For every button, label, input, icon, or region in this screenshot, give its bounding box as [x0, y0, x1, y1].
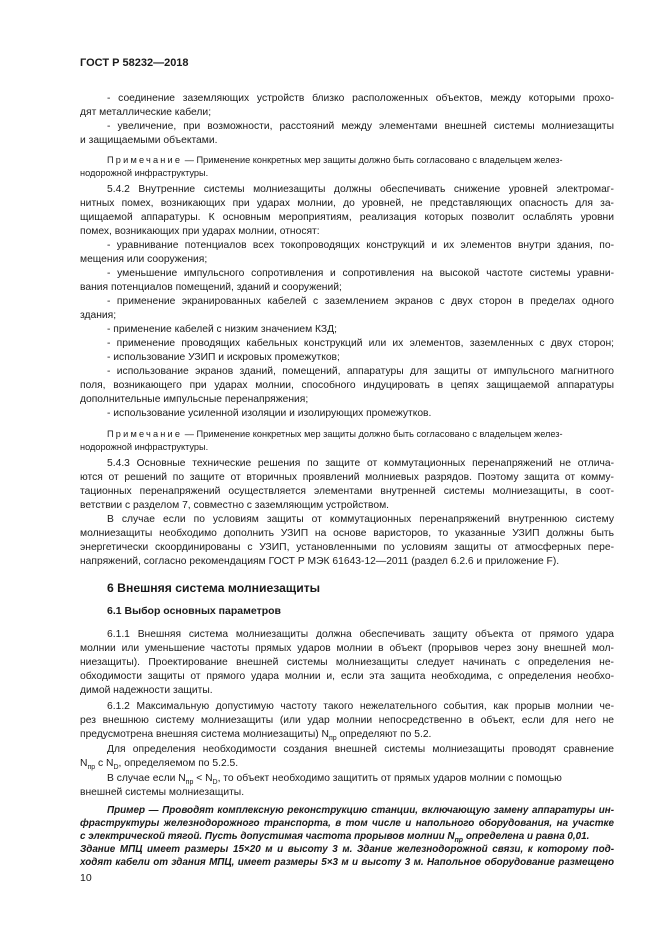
- text-line: здания;: [80, 310, 117, 321]
- text-line: предусмотрена внешняя система молниезащиты) $N_{пр}$ определяют по 5.2.: [80, 729, 432, 743]
- document-header: ГОСТ Р 58232—2018: [80, 57, 189, 69]
- text-line: димой надежности защиты.: [80, 685, 213, 696]
- note-text: нодорожной инфраструктуры.: [80, 168, 209, 178]
- note: [107, 427, 614, 441]
- text-line: - применение экранированных кабелей с заземлением экранов с двух сторон в пределах одного: [107, 296, 614, 307]
- text-line: - уменьшение импульсного сопротивления и сопротивления на высокой частоте системы уравни-: [107, 268, 614, 279]
- note: [107, 153, 614, 167]
- text-line: - увеличение, при возможности, расстояний между элементами внешней системы молниезащиты: [107, 121, 614, 132]
- text-line: обходимости защиты от прямого удара молнии и, если эта защита необходима, с определения необхо-: [80, 671, 614, 682]
- text-line: $N_{пр}$ с $N_D$, определяемом по 5.2.5.: [80, 758, 239, 772]
- text-line: 6.1.2 Максимальную допустимую частоту такого нежелательного события, как прорыв молнии че-: [107, 701, 614, 712]
- note-text: нодорожной инфраструктуры.: [80, 442, 209, 452]
- text-line: рез внешнюю систему молниезащиты (или удар молнии непосредственно в объект, если для него не: [80, 715, 614, 726]
- text-line: ниезащиты). Проектирование внешней системы молниезащиты следует начинать с определения не-: [80, 657, 614, 668]
- note-label: Примечание: [107, 429, 183, 439]
- text-line: дополнительные импульсные перенапряжения;: [80, 394, 309, 405]
- text-line: - применение кабелей с низким значением КЗД;: [107, 324, 337, 335]
- text-line: молнии или уменьшение частоты прямых ударов молнии в объект (прорывов через зону внешней мол-: [80, 643, 614, 654]
- text-line: - уравнивание потенциалов всех токопроводящих конструкций и их элементов внутри здания, по-: [107, 240, 614, 251]
- example-line: ходят кабели от здания МПЦ, имеет размеры 5×3 м и высоту 3 м. Напольное оборудование размещено: [80, 857, 614, 868]
- text-line: и защищаемыми объектами.: [80, 135, 218, 146]
- text-line: мещения или сооружения;: [80, 254, 208, 265]
- text-line: ветствии с разделом 7, совместно с заземляющим устройством.: [80, 500, 390, 511]
- text-line: внешней системы молниезащиты.: [80, 787, 245, 798]
- text-line: 6.1.1 Внешняя система молниезащиты должна обеспечивать защиту объекта от прямого удара: [107, 629, 614, 640]
- section-heading: 6 Внешняя система молниезащиты: [107, 581, 321, 595]
- text-line: щищаемой аппаратуры. К основным мероприятиям, реализация которых позволит ослаблять уровни: [80, 212, 614, 223]
- example-line: фраструктуры железнодорожного транспорта, в том числе и напольного оборудования, на участке: [80, 818, 614, 829]
- note-text: — Применение конкретных мер защиты должно быть согласовано с владельцем желез-: [182, 155, 563, 165]
- text-line: вания потенциалов помещений, зданий и сооружений;: [80, 282, 342, 293]
- example-line: с электрической тягой. Пусть допустимая частота прорывов молнии $N_{пр}$ определена и равна 0,01.: [80, 831, 590, 844]
- example-line: Пример — Проводят комплексную реконструкцию станции, включающую замену аппаратуры ин-: [107, 805, 614, 816]
- text-line: Для определения необходимости создания внешней системы молниезащиты проводят сравнение: [107, 744, 614, 755]
- text-line: В случае если $N_{пр} < N_D$, то объект необходимо защитить от прямых ударов молнии с помощью: [107, 773, 562, 787]
- text-line: энергетически скоординированы с УЗИП, установленными по условиям защиты от атмосферных пере-: [80, 542, 614, 553]
- text-line: ются от решений по защите от вторичных проявлений молниевых разрядов. Поэтому защита от комму-: [80, 472, 614, 483]
- note-text: — Применение конкретных мер защиты должно быть согласовано с владельцем желез-: [182, 429, 563, 439]
- text-line: нитных помех, возникающих при ударах молнии, до уровней, не представляющих опасность для за-: [80, 198, 614, 209]
- text-line: поля, возникающего при ударах молнии, способного индуцировать в цепях защищаемой аппаратуры: [80, 380, 614, 391]
- text-line: В случае если по условиям защиты от коммутационных перенапряжений внутреннюю систему: [107, 514, 614, 525]
- text-line: дят металлические кабели;: [80, 107, 212, 118]
- text-line: 5.4.3 Основные технические решения по защите от коммутационных перенапряжений не отлича-: [107, 458, 614, 469]
- subsection-heading: 6.1 Выбор основных параметров: [107, 605, 282, 617]
- example-line: Здание МПЦ имеет размеры 15×20 м и высоту 3 м. Здание железнодорожной связи, к которому под-: [80, 844, 614, 855]
- text-line: тационных перенапряжений осуществляется элементами внутренней системы молниезащиты, в соот-: [80, 486, 614, 497]
- text-line: 5.4.2 Внутренние системы молниезащиты должны обеспечивать снижение уровней электромаг-: [107, 184, 614, 195]
- text-line: - соединение заземляющих устройств близко расположенных объектов, между которыми прохо-: [107, 93, 614, 104]
- text-line: - использование УЗИП и искровых промежутков;: [107, 352, 340, 363]
- text-line: напряжений, согласно рекомендациям ГОСТ Р МЭК 61643-12—2011 (раздел 6.2.6 и приложение F).: [80, 556, 560, 567]
- text-line: помех, возникающих при ударах молнии, относят:: [80, 226, 320, 237]
- text-line: молниезащиты необходимо дополнить УЗИП на основе варисторов, то указанные УЗИП должны быть: [80, 528, 614, 539]
- text-line: - использование усиленной изоляции и изолирующих промежутков.: [107, 408, 432, 419]
- note-label: Примечание: [107, 155, 183, 165]
- text-line: - применение проводящих кабельных конструкций или их элементов, заземленных с двух сторон;: [107, 338, 614, 349]
- page-number: 10: [80, 872, 92, 884]
- text-line: - использование экранов зданий, помещений, аппаратуры для защиты от импульсного магнитного: [107, 366, 614, 377]
